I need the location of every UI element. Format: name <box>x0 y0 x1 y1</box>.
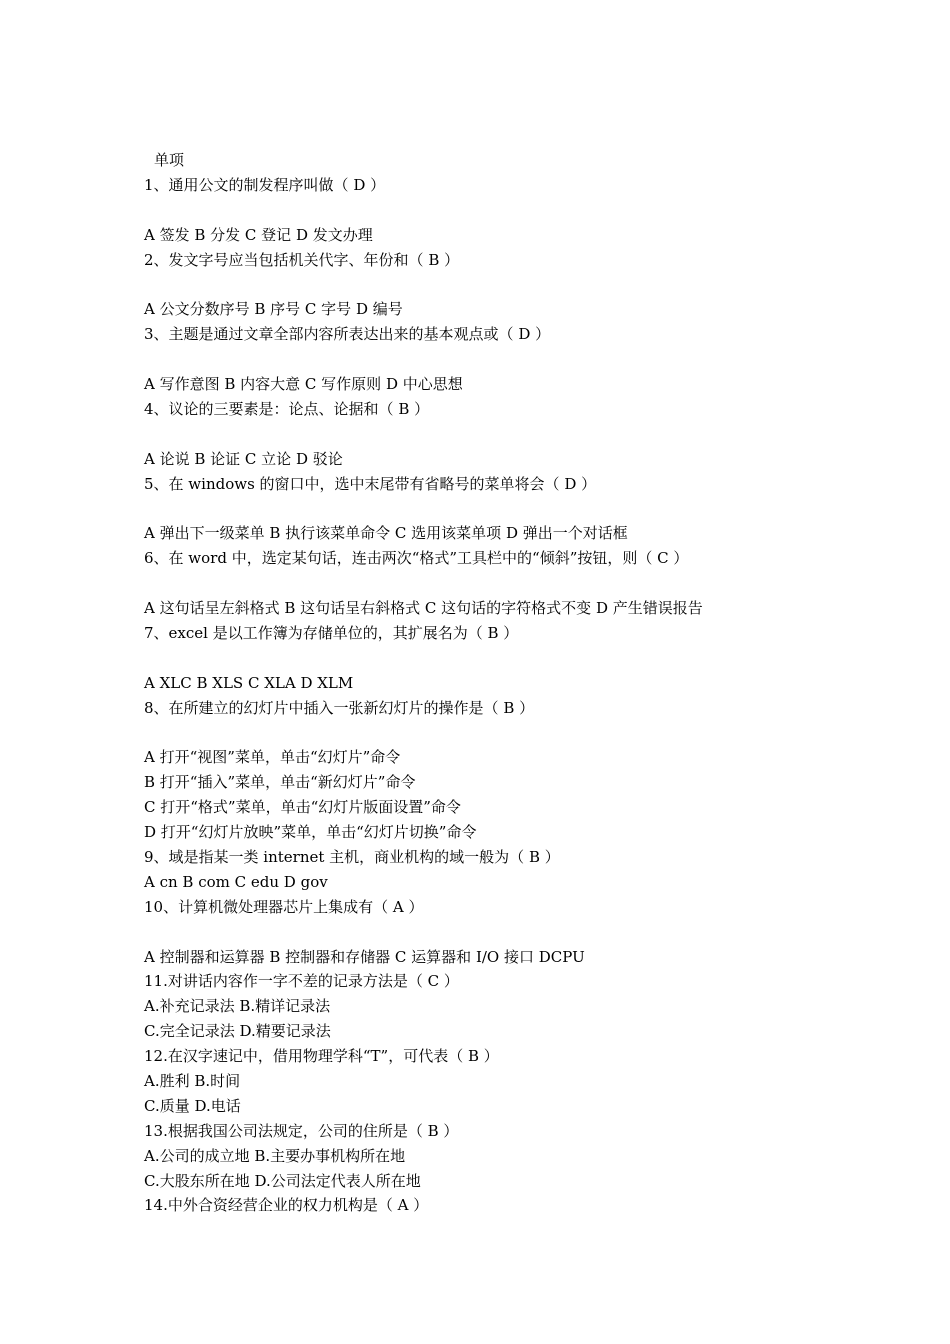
text-line: 5、在 windows 的窗口中，选中末尾带有省略号的菜单将会（ D ） <box>144 474 597 493</box>
text-line: 7、excel 是以工作簿为存储单位的，其扩展名为（ B ） <box>144 623 519 642</box>
text-line: A.补充记录法 B.精详记录法 <box>144 997 331 1016</box>
text-line: 3、主题是通过文章全部内容所表达出来的基本观点或（ D ） <box>144 325 551 344</box>
text-line: 12.在汉字速记中，借用物理学科“T”，可代表（ B ） <box>144 1047 499 1066</box>
text-line: 14.中外合资经营企业的权力机构是（ A ） <box>144 1196 429 1215</box>
blank-line <box>144 920 844 945</box>
blank-line <box>144 646 844 671</box>
blank-line <box>144 422 844 447</box>
text-line: A 签发 B 分发 C 登记 D 发文办理 <box>144 225 373 244</box>
text-line: A 写作意图 B 内容大意 C 写作原则 D 中心思想 <box>144 375 463 394</box>
text-line: A.胜利 B.时间 <box>144 1071 241 1090</box>
text-line: D 打开“幻灯片放映”菜单，单击“幻灯片切换”命令 <box>144 823 477 842</box>
text-line: C 打开“格式”菜单，单击“幻灯片版面设置”命令 <box>144 798 461 817</box>
text-line: 6、在 word 中，选定某句话，连击两次“格式”工具栏中的“倾斜”按钮，则（ C ） <box>144 549 689 568</box>
text-line: 2、发文字号应当包括机关代字、年份和（ B ） <box>144 250 460 269</box>
text-line: A cn B com C edu D gov <box>144 872 328 891</box>
text-line: 13.根据我国公司法规定，公司的住所是（ B ） <box>144 1121 459 1140</box>
text-line: A 论说 B 论证 C 立论 D 驳论 <box>144 449 343 468</box>
document-page <box>144 148 844 1218</box>
text-line: B 打开“插入”菜单，单击“新幻灯片”命令 <box>144 773 416 792</box>
section-heading: 单项 <box>154 151 185 169</box>
blank-line <box>144 496 844 521</box>
text-line: 8、在所建立的幻灯片中插入一张新幻灯片的操作是（ B ） <box>144 698 535 717</box>
text-line: 11.对讲话内容作一字不差的记录方法是（ C ） <box>144 972 459 991</box>
text-line: C.大股东所在地 D.公司法定代表人所在地 <box>144 1171 421 1190</box>
text-line: C.完全记录法 D.精要记录法 <box>144 1022 331 1041</box>
text-line: A XLC B XLS C XLA D XLM <box>144 673 354 692</box>
text-line: 9、域是指某一类 internet 主机，商业机构的域一般为（ B ） <box>144 847 560 866</box>
text-line: A.公司的成立地 B.主要办事机构所在地 <box>144 1146 406 1165</box>
text-line: A 打开“视图”菜单，单击“幻灯片”命令 <box>144 748 401 767</box>
text-line: 1、通用公文的制发程序叫做（ D ） <box>144 175 386 194</box>
blank-line <box>144 571 844 596</box>
text-line: 4、议论的三要素是：论点、论据和（ B ） <box>144 399 430 418</box>
blank-line <box>144 198 844 223</box>
text-line: A 这句话呈左斜格式 B 这句话呈右斜格式 C 这句话的字符格式不变 D 产生错误报告 <box>144 599 703 618</box>
text-line: A 公文分数序号 B 序号 C 字号 D 编号 <box>144 300 403 319</box>
blank-line <box>144 272 844 297</box>
blank-line <box>144 720 844 745</box>
text-line: 10、计算机微处理器芯片上集成有（ A ） <box>144 897 424 916</box>
blank-line <box>144 347 844 372</box>
question-list <box>144 173 844 1218</box>
text-line: A 控制器和运算器 B 控制器和存储器 C 运算器和 I/O 接口 DCPU <box>144 947 585 966</box>
text-line: C.质量 D.电话 <box>144 1096 241 1115</box>
text-line: A 弹出下一级菜单 B 执行该菜单命令 C 选用该菜单项 D 弹出一个对话框 <box>144 524 628 543</box>
